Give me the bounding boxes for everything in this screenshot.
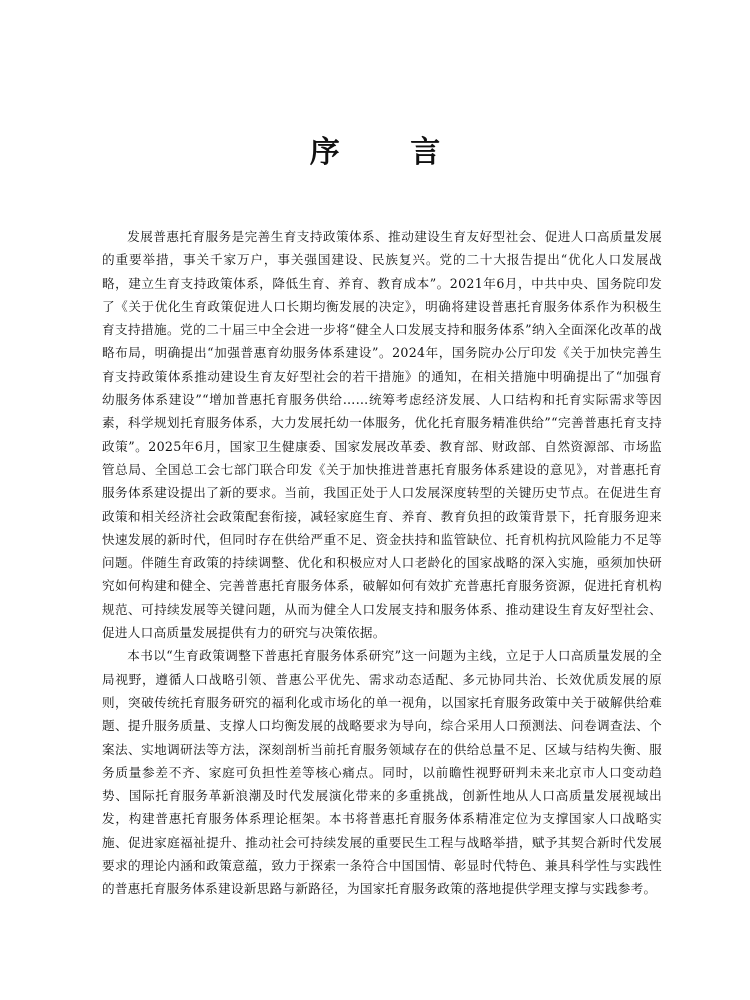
paragraph-1: 发展普惠托育服务是完善生育支持政策体系、推动建设生育友好型社会、促进人口高质量发展的重要举措，事关千家万户，事关强国建设、民族复兴。党的二十大报告提出“优化人口发展战略，建立生育支持政策体系，降低生育、养育、教育成本”。2021年6月，中共中央、国务院印发了《关于优化生育政策促进人口长期均衡发展的决定》，明确将建设普惠托育服务体系作为积极生育支持措施。党的二十届三中全会进一步将“健全人口发展支持和服务体系”纳入全面深化改革的战略布局，明确提出“加强普惠育幼服务体系建设”。2024年，国务院办公厅印发《关于加快完善生育支持政策体系推动建设生育友好型社会的若干措施》的通知，在相关措施中明确提出了“加强育幼服务体系建设”“增加普惠托育服务供给……统筹考虑经济发展、人口结构和托育实际需求等因素，科学规划托育服务体系，大力发展托幼一体服务，优化托育服务精准供给”“完善普惠托育支持政策”。2025年6月，国家卫生健康委、国家发展改革委、教育部、财政部、自然资源部、市场监管总局、全国总工会七部门联合印发《关于加快推进普惠托育服务体系建设的意见》，对普惠托育服务体系建设提出了新的要求。当前，我国正处于人口发展深度转型的关键历史节点。在促进生育政策和相关经济社会政策配套衔接，减轻家庭生育、养育、教育负担的政策背景下，托育服务迎来快速发展的新时代，但同时存在供给严重不足、资金扶持和监管缺位、托育机构抗风险能力不足等问题。伴随生育政策的持续调整、优化和积极应对人口老龄化的国家战略的深入实施，亟须加快研究如何构建和健全、完善普惠托育服务体系，破解如何有效扩充普惠托育服务资源，促进托育机构规范、可持续发展等关键问题，从而为健全人口发展支持和服务体系、推动建设生育友好型社会、促进人口高质量发展提供有力的研究与决策依据。 — [102, 229, 662, 641]
preface-body — [102, 225, 662, 901]
paragraph-2: 本书以“生育政策调整下普惠托育服务体系研究”这一问题为主线，立足于人口高质量发展的全局视野，遵循人口战略引领、普惠公平优先、需求动态适配、多元协同共治、长效优质发展的原则，突破传统托育服务研究的福利化或市场化的单一视角，以国家托育服务政策中关于破解供给难题、提升服务质量、支撑人口均衡发展的战略要求为导向，综合采用人口预测法、问卷调查法、个案法、实地调研法等方法，深刻剖析当前托育服务领域存在的供给总量不足、区域与结构失衡、服务质量参差不齐、家庭可负担性差等核心痛点。同时，以前瞻性视野研判未来北京市人口变动趋势、国际托育服务革新浪潮及时代发展演化带来的多重挑战，创新性地从人口高质量发展视域出发，构建普惠托育服务体系理论框架。本书将普惠托育服务体系精准定位为支撑国家人口战略实施、促进家庭福祉提升、推动社会可持续发展的重要民生工程与战略举措，赋予其契合新时代发展要求的理论内涵和政策意蕴，致力于探索一条符合中国国情、彰显时代特色、兼具科学性与实践性的普惠托育服务体系建设新思路与新路径，为国家托育服务政策的落地提供学理支撑与实践参考。 — [102, 648, 662, 897]
page-title: 序 言 — [309, 135, 471, 170]
